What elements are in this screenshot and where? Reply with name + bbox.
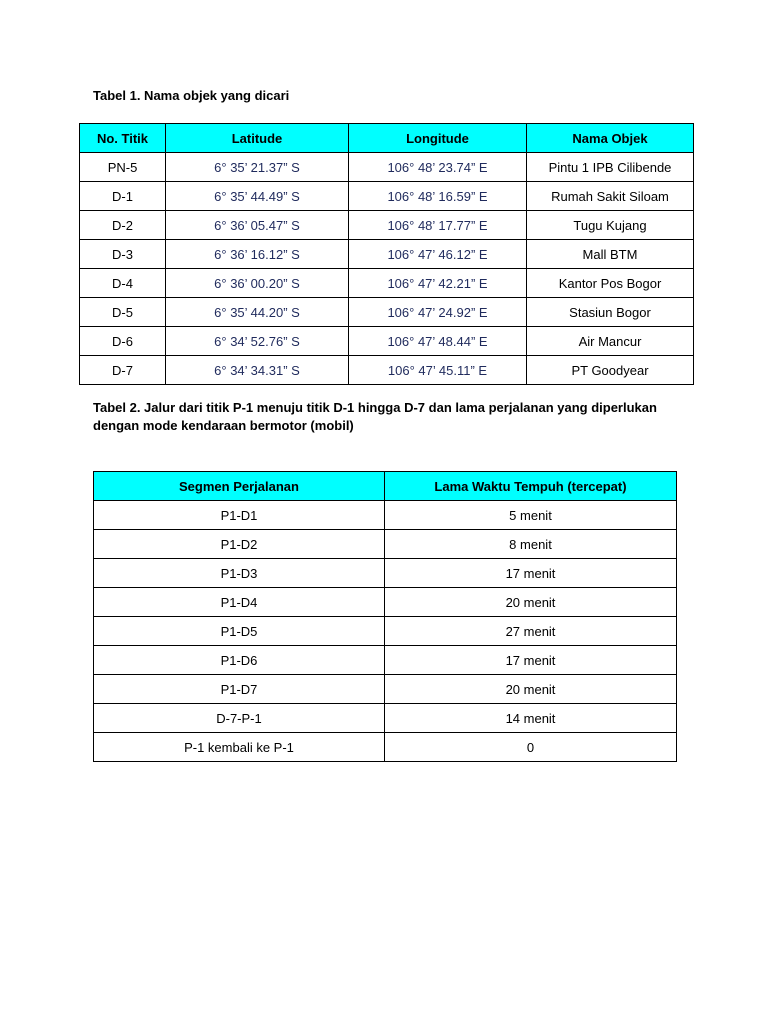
table-row: [94, 675, 677, 704]
cell-longitude: 106° 47’ 24.92” E: [349, 298, 527, 327]
cell-segment: P1-D6: [94, 646, 385, 675]
cell-point: D-6: [80, 327, 166, 356]
cell-travel-time: 8 menit: [385, 530, 677, 559]
table-row: [80, 240, 694, 269]
cell-segment: P1-D7: [94, 675, 385, 704]
cell-latitude: 6° 35’ 44.49” S: [166, 182, 349, 211]
header-longitude: Longitude: [349, 124, 527, 153]
cell-segment: P1-D4: [94, 588, 385, 617]
cell-segment: P1-D5: [94, 617, 385, 646]
header-travel-time: Lama Waktu Tempuh (tercepat): [385, 472, 677, 501]
cell-longitude: 106° 48’ 23.74” E: [349, 153, 527, 182]
header-nama-objek: Nama Objek: [527, 124, 694, 153]
header-no-titik: No. Titik: [80, 124, 166, 153]
table-row: [80, 356, 694, 385]
table-row: [80, 298, 694, 327]
table-row: [94, 588, 677, 617]
cell-latitude: 6° 36’ 16.12” S: [166, 240, 349, 269]
cell-travel-time: 27 menit: [385, 617, 677, 646]
cell-longitude: 106° 47’ 46.12” E: [349, 240, 527, 269]
cell-segment: P1-D1: [94, 501, 385, 530]
cell-travel-time: 0: [385, 733, 677, 762]
cell-longitude: 106° 47’ 45.11” E: [349, 356, 527, 385]
cell-latitude: 6° 36’ 05.47” S: [166, 211, 349, 240]
table-row: [80, 182, 694, 211]
table1-caption: Tabel 1. Nama objek yang dicari: [93, 88, 290, 103]
cell-object-name: Air Mancur: [527, 327, 694, 356]
cell-longitude: 106° 48’ 16.59” E: [349, 182, 527, 211]
cell-latitude: 6° 34’ 52.76” S: [166, 327, 349, 356]
cell-travel-time: 14 menit: [385, 704, 677, 733]
table-row: [94, 646, 677, 675]
cell-latitude: 6° 34’ 34.31” S: [166, 356, 349, 385]
cell-point: PN-5: [80, 153, 166, 182]
cell-travel-time: 17 menit: [385, 646, 677, 675]
cell-point: D-1: [80, 182, 166, 211]
cell-object-name: Mall BTM: [527, 240, 694, 269]
cell-longitude: 106° 47’ 48.44” E: [349, 327, 527, 356]
cell-segment: P1-D2: [94, 530, 385, 559]
table-row: [80, 153, 694, 182]
cell-latitude: 6° 35’ 21.37” S: [166, 153, 349, 182]
cell-segment: P-1 kembali ke P-1: [94, 733, 385, 762]
table-row: [94, 733, 677, 762]
cell-latitude: 6° 35’ 44.20” S: [166, 298, 349, 327]
cell-point: D-7: [80, 356, 166, 385]
cell-point: D-2: [80, 211, 166, 240]
object-table: [79, 123, 694, 385]
table-row: [80, 211, 694, 240]
table-row: [94, 617, 677, 646]
table-row: [80, 327, 694, 356]
cell-travel-time: 20 menit: [385, 588, 677, 617]
table-row: [94, 501, 677, 530]
cell-point: D-4: [80, 269, 166, 298]
cell-segment: P1-D3: [94, 559, 385, 588]
cell-object-name: Stasiun Bogor: [527, 298, 694, 327]
header-segment: Segmen Perjalanan: [94, 472, 385, 501]
cell-longitude: 106° 47’ 42.21” E: [349, 269, 527, 298]
table-row: [80, 269, 694, 298]
cell-object-name: Tugu Kujang: [527, 211, 694, 240]
cell-latitude: 6° 36’ 00.20” S: [166, 269, 349, 298]
table1-header-row: [80, 124, 694, 153]
cell-object-name: Kantor Pos Bogor: [527, 269, 694, 298]
table2-header-row: [94, 472, 677, 501]
cell-point: D-3: [80, 240, 166, 269]
table-row: [94, 559, 677, 588]
cell-object-name: Rumah Sakit Siloam: [527, 182, 694, 211]
cell-travel-time: 17 menit: [385, 559, 677, 588]
cell-point: D-5: [80, 298, 166, 327]
cell-longitude: 106° 48’ 17.77” E: [349, 211, 527, 240]
travel-time-table: [93, 471, 677, 762]
cell-travel-time: 5 menit: [385, 501, 677, 530]
cell-segment: D-7-P-1: [94, 704, 385, 733]
cell-travel-time: 20 menit: [385, 675, 677, 704]
table-row: [94, 530, 677, 559]
header-latitude: Latitude: [166, 124, 349, 153]
cell-object-name: PT Goodyear: [527, 356, 694, 385]
table2-caption: Tabel 2. Jalur dari titik P-1 menuju titik D-1 hingga D-7 dan lama perjalanan yang diperlukan dengan mode kendaraan bermotor (mobil): [93, 400, 657, 433]
cell-object-name: Pintu 1 IPB Cilibende: [527, 153, 694, 182]
table-row: [94, 704, 677, 733]
